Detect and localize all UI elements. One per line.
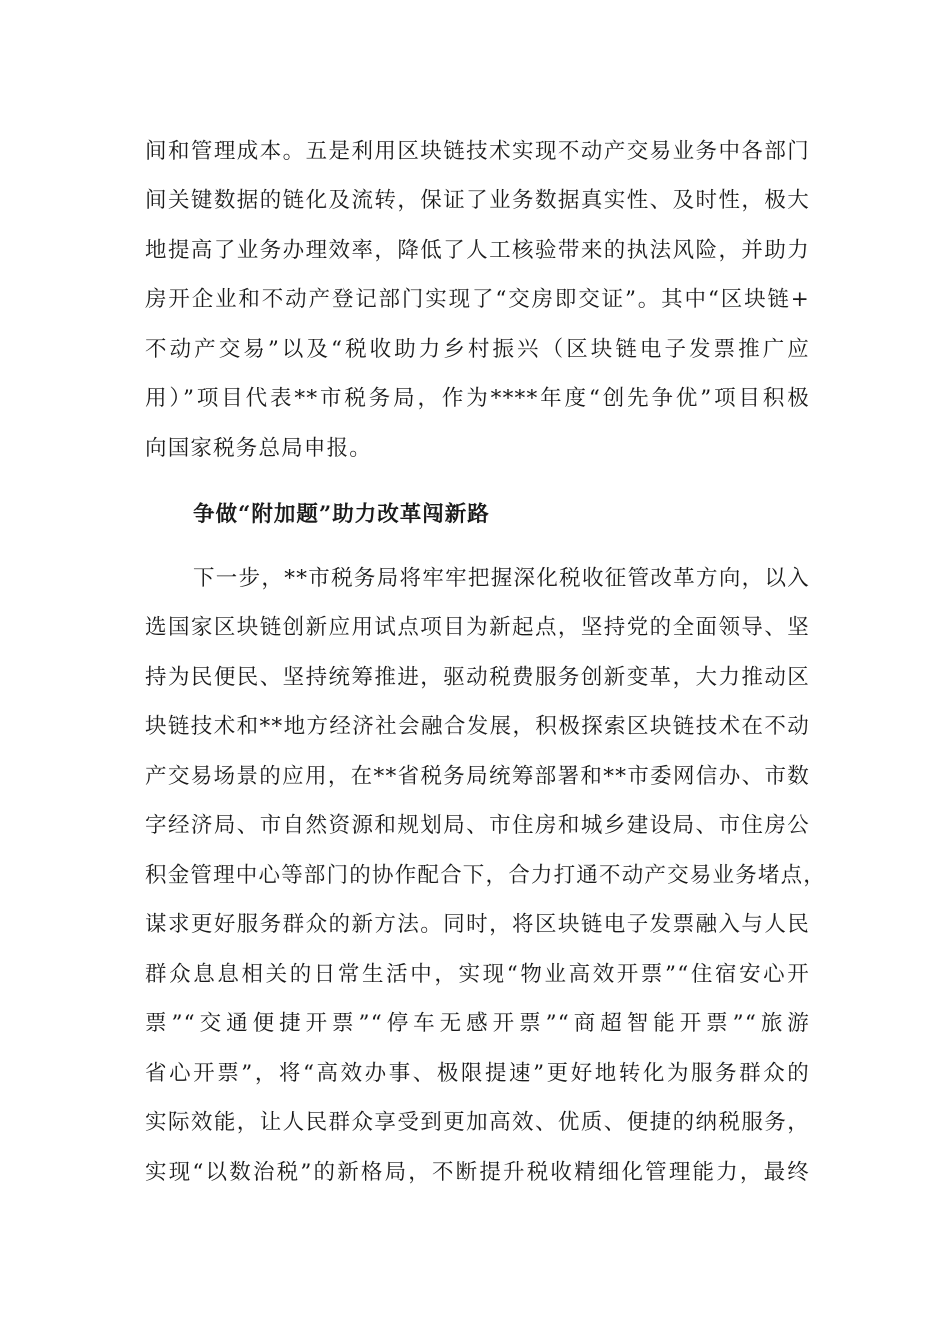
paragraph-2-line-9: 群众息息相关的日常生活中，实现“物业高效开票”“住宿安心开 [145, 962, 810, 987]
paragraph-2-line-10: 票”“交通便捷开票”“停车无感开票”“商超智能开票”“旅游 [145, 1011, 810, 1036]
paragraph-1-line-6: 用）”项目代表**市税务局，作为****年度“创先争优”项目积极 [145, 386, 810, 411]
paragraph-2-line-6: 字经济局、市自然资源和规划局、市住房和城乡建设局、市住房公 [145, 813, 810, 838]
paragraph-2-line-1: 下一步，**市税务局将牢牢把握深化税收征管改革方向，以入 [193, 566, 810, 591]
paragraph-1-line-7: 向国家税务总局申报。 [145, 436, 373, 461]
paragraph-1-line-4: 房开企业和不动产登记部门实现了“交房即交证”。其中“区块链+ [145, 287, 810, 312]
section-heading: 争做“附加题”助力改革闯新路 [193, 502, 490, 527]
paragraph-1-line-3: 地提高了业务办理效率，降低了人工核验带来的执法风险，并助力 [145, 238, 810, 263]
paragraph-1-line-1: 间和管理成本。五是利用区块链技术实现不动产交易业务中各部门 [145, 139, 810, 164]
paragraph-2-line-7: 积金管理中心等部门的协作配合下，合力打通不动产交易业务堵点， [145, 863, 827, 888]
paragraph-2-line-13: 实现“以数治税”的新格局，不断提升税收精细化管理能力，最终 [145, 1160, 810, 1185]
paragraph-1-line-5: 不动产交易”以及“税收助力乡村振兴（区块链电子发票推广应 [145, 337, 810, 362]
paragraph-2-line-8: 谋求更好服务群众的新方法。同时，将区块链电子发票融入与人民 [145, 912, 810, 937]
paragraph-2-line-3: 持为民便民、坚持统筹推进，驱动税费服务创新变革，大力推动区 [145, 665, 810, 690]
paragraph-2-line-4: 块链技术和**地方经济社会融合发展，积极探索区块链技术在不动 [145, 714, 810, 739]
paragraph-1-line-2: 间关键数据的链化及流转，保证了业务数据真实性、及时性，极大 [145, 188, 810, 213]
paragraph-2-line-12: 实际效能，让人民群众享受到更加高效、优质、便捷的纳税服务， [145, 1110, 810, 1135]
paragraph-2-line-5: 产交易场景的应用，在**省税务局统筹部署和**市委网信办、市数 [145, 764, 810, 789]
paragraph-2-line-2: 选国家区块链创新应用试点项目为新起点，坚持党的全面领导、坚 [145, 615, 810, 640]
paragraph-2-line-11: 省心开票”，将“高效办事、极限提速”更好地转化为服务群众的 [145, 1061, 810, 1086]
